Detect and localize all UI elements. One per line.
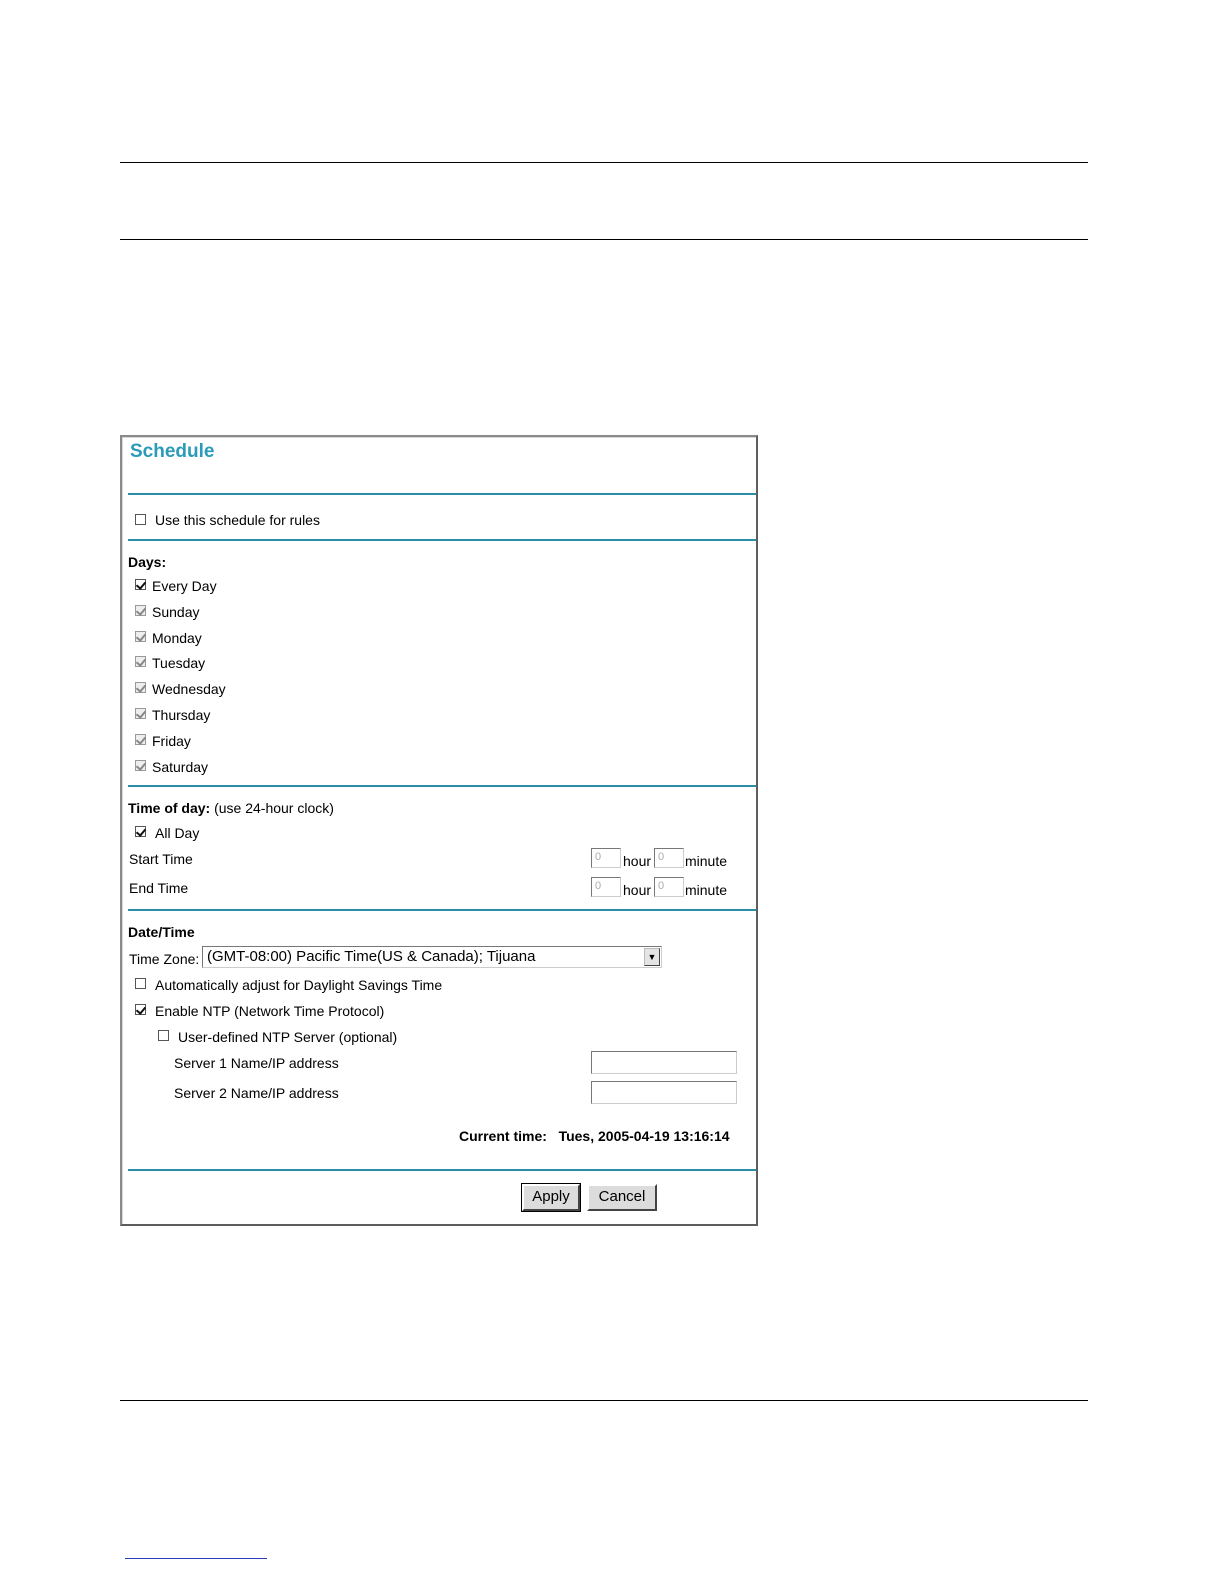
current-time	[459, 1128, 730, 1144]
timezone-label: Time Zone:	[129, 951, 200, 967]
timezone-select[interactable]	[202, 946, 662, 968]
start-hour-unit: hour	[623, 853, 652, 869]
day-checkbox[interactable]	[135, 760, 146, 771]
server1-label: Server 1 Name/IP address	[174, 1055, 339, 1071]
day-label: Sunday	[152, 603, 200, 620]
header-rule-bottom	[120, 239, 1088, 240]
day-label: Every Day	[152, 578, 217, 594]
day-label: Thursday	[152, 707, 211, 723]
all-day-checkbox[interactable]	[135, 826, 146, 837]
end-minute-unit: minute	[685, 882, 728, 898]
apply-button[interactable]: Apply	[522, 1184, 580, 1211]
time-of-day-note: (use 24-hour clock)	[214, 800, 334, 816]
chevron-down-icon[interactable]: ▼	[644, 948, 660, 966]
footer-link-underline	[125, 1558, 267, 1559]
timezone-value: (GMT-08:00) Pacific Time(US & Canada); Tijuana	[207, 948, 536, 965]
section-divider	[128, 539, 756, 541]
use-schedule-label: Use this schedule for rules	[155, 512, 320, 528]
day-checkbox[interactable]	[135, 605, 146, 616]
day-label: Monday	[152, 629, 202, 646]
day-checkbox[interactable]	[135, 734, 146, 745]
day-label: Wednesday	[152, 681, 226, 698]
date-time-heading: Date/Time	[128, 924, 195, 940]
end-minute-input[interactable]: 0	[654, 877, 684, 897]
end-time-label: End Time	[129, 880, 189, 896]
days-heading: Days:	[128, 554, 167, 570]
start-hour-input[interactable]: 0	[591, 848, 621, 868]
day-label: Saturday	[152, 758, 209, 775]
day-label: Tuesday	[152, 655, 206, 672]
user-ntp-checkbox[interactable]	[158, 1030, 169, 1041]
server1-input[interactable]	[591, 1051, 737, 1074]
user-ntp-label: User-defined NTP Server (optional)	[178, 1029, 398, 1045]
day-checkbox[interactable]	[135, 708, 146, 719]
current-time-label: Current time:	[459, 1128, 547, 1144]
time-of-day-heading: Time of day:	[128, 800, 211, 816]
day-checkbox[interactable]	[135, 631, 146, 642]
ntp-label: Enable NTP (Network Time Protocol)	[155, 1003, 385, 1019]
end-hour-unit: hour	[623, 882, 652, 898]
time-of-day-heading-row	[128, 800, 334, 816]
server2-input[interactable]	[591, 1081, 737, 1104]
footer-rule	[120, 1400, 1088, 1401]
start-minute-input[interactable]: 0	[654, 848, 684, 868]
use-schedule-checkbox[interactable]	[135, 514, 146, 525]
server2-label: Server 2 Name/IP address	[174, 1085, 339, 1101]
ntp-checkbox[interactable]	[135, 1004, 146, 1015]
day-label: Friday	[152, 732, 191, 749]
cancel-button[interactable]: Cancel	[587, 1184, 657, 1211]
all-day-label: All Day	[155, 825, 200, 841]
section-divider	[128, 1169, 756, 1171]
start-minute-unit: minute	[685, 853, 728, 869]
section-divider	[128, 785, 756, 787]
section-divider	[128, 493, 756, 495]
section-divider	[128, 909, 756, 911]
schedule-panel	[120, 435, 758, 1226]
dst-label: Automatically adjust for Daylight Savings Time	[155, 977, 443, 993]
day-checkbox[interactable]	[135, 682, 146, 693]
page-title: Schedule	[130, 441, 215, 462]
day-checkbox[interactable]	[135, 656, 146, 667]
current-time-value: Tues, 2005-04-19 13:16:14	[558, 1128, 730, 1144]
day-checkbox[interactable]	[135, 579, 146, 590]
dst-checkbox[interactable]	[135, 978, 146, 989]
header-rule-top	[120, 162, 1088, 163]
end-hour-input[interactable]: 0	[591, 877, 621, 897]
start-time-label: Start Time	[129, 851, 193, 867]
